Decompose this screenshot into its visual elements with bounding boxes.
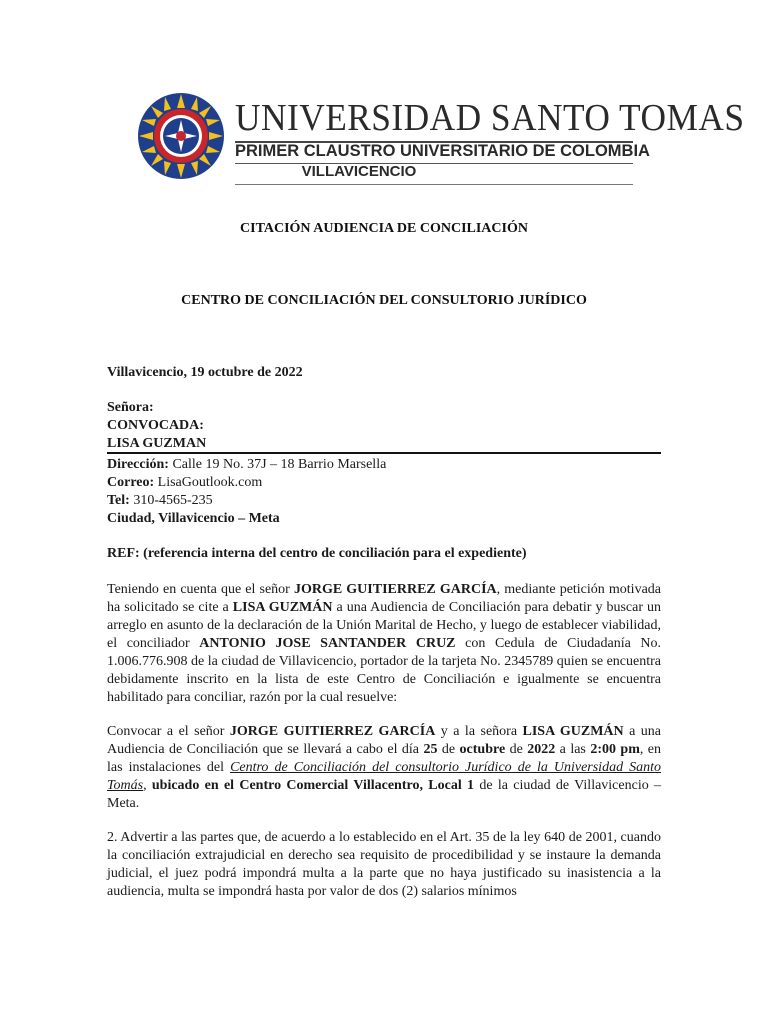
convened-name: LISA GUZMÁN: [232, 600, 333, 615]
venue-location: ubicado en el Centro Comercial Villacentro, Local 1: [151, 778, 475, 793]
text-run: de: [437, 742, 460, 757]
convened-name: LISA GUZMÁN: [522, 724, 624, 739]
campus-city: VILLAVICENCIO: [301, 163, 417, 180]
hearing-time: 2:00 pm: [590, 742, 640, 757]
letterhead: [137, 92, 745, 187]
contact-block: [107, 456, 661, 528]
addressee-role: CONVOCADA:: [107, 418, 204, 433]
university-name: UNIVERSIDAD SANTO TOMAS: [235, 97, 745, 139]
text-run: de la ciudad de Villavicencio – Meta.: [107, 778, 662, 811]
city-line: Ciudad, Villavicencio – Meta: [107, 511, 280, 526]
university-seal-icon: [137, 92, 225, 180]
divider: [235, 184, 633, 185]
document-subtitle: CENTRO DE CONCILIACIÓN DEL CONSULTORIO JURÍDICO: [181, 293, 587, 308]
text-run: a las: [555, 742, 591, 757]
text-run: Teniendo en cuenta que el señor: [107, 582, 294, 597]
text-run: y a la señora: [435, 724, 523, 739]
salutation: Señora:: [107, 400, 154, 415]
address-label: Dirección:: [107, 457, 169, 472]
text-run: , mediante petición motivada ha solicitado se cite a: [107, 582, 661, 615]
phone-line: [107, 492, 661, 510]
text-run: Convocar a el señor: [107, 724, 230, 739]
petitioner-name: JORGE GUITIERREZ GARCÍA: [229, 724, 436, 739]
document-title: CITACIÓN AUDIENCIA DE CONCILIACIÓN: [240, 221, 528, 236]
addressee-name: LISA GUZMAN: [107, 436, 207, 451]
text-run: ,: [143, 778, 152, 793]
paragraph-convocation: [107, 723, 661, 813]
paragraph-background: [107, 581, 661, 707]
brand-block: [235, 92, 745, 180]
conciliator-name: ANTONIO JOSE SANTANDER CRUZ: [199, 636, 456, 651]
text-run: de: [505, 742, 528, 757]
addressee-block: [107, 399, 661, 453]
hearing-day: 25: [423, 742, 438, 757]
phone-label: Tel:: [107, 493, 130, 508]
text-run: a una Audiencia de Conciliación para debatir y buscar un arreglo en asunto de la declaración de la Unión Marital de Hecho, y luego de establecer viabilidad, el conciliador: [107, 600, 662, 651]
text-run: , en las instalaciones del: [107, 742, 662, 775]
reference-line: REF: (referencia interna del centro de conciliación para el expediente): [107, 546, 527, 561]
date-line: Villavicencio, 19 octubre de 2022: [107, 365, 303, 380]
petitioner-name: JORGE GUITIERREZ GARCÍA: [293, 582, 497, 597]
email-line: [107, 474, 661, 492]
email-label: Correo:: [107, 475, 155, 490]
email-value: LisaGoutlook.com: [154, 475, 263, 490]
addressee-divider: [107, 452, 661, 454]
hearing-month: octubre: [459, 742, 506, 757]
phone-value: 310-4565-235: [129, 493, 213, 508]
address-line: [107, 456, 661, 474]
text-run: a una Audiencia de Conciliación que se llevará a cabo el día: [107, 724, 662, 757]
hearing-year: 2022: [527, 742, 556, 757]
venue-name: Centro de Conciliación del consultorio Jurídico de la Universidad Santo Tomás: [107, 760, 661, 793]
paragraph-warning: 2. Advertir a las partes que, de acuerdo a lo establecido en el Art. 35 de la ley 640 de 2001, cuando la conciliación extrajudicial en derecho sea requisito de procedibilidad y se instaure la demanda judicial, el juez podrá impondrá multa a la parte que no haya justificado su inasistencia a la audiencia, multa se impondrá hasta por valor de dos (2) salarios mínimos: [107, 830, 661, 899]
address-value: Calle 19 No. 37J – 18 Barrio Marsella: [168, 457, 387, 472]
text-run: con Cedula de Ciudadanía No. 1.006.776.908 de la ciudad de Villavicencio, portador de la tarjeta No. 2345789 quien se encuentra debidamente inscrito en la lista de este Centro de Conciliación e igualmente se encuentra habilitado para conciliar, razón por la cual resuelve:: [107, 636, 662, 705]
university-tagline: PRIMER CLAUSTRO UNIVERSITARIO DE COLOMBIA: [235, 142, 650, 160]
